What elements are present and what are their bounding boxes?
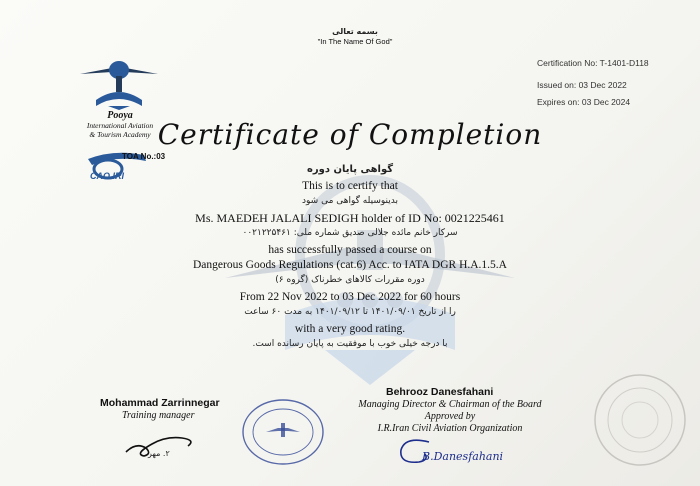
holder-fa: سرکار خانم مائده جلالی صدیق شماره ملی: ۰۰۲۱۲۲۵۴۶۱ [242, 228, 458, 238]
academy-line2: International Aviation [86, 121, 154, 130]
academy-stamp-icon [238, 396, 328, 468]
certification-number: Certification No: T-1401-D118 [537, 58, 649, 68]
right-signatory-name: Behrooz Danesfahani [386, 386, 494, 398]
title-fa: گواهی پایان دوره [306, 164, 394, 175]
right-signatory-role1: Managing Director & Chairman of the Board [358, 399, 542, 410]
right-signatory-role2: Approved by [424, 411, 476, 422]
holder-en: Ms. MAEDEH JALALI SEDIGH holder of ID No: 0021225461 [195, 211, 505, 225]
certify-fa: بدینوسیله گواهی می شود [302, 196, 398, 206]
rating-fa: با درجه خیلی خوب با موفقیت به پایان رسانده است. [252, 339, 448, 349]
passed-en: has successfully passed a course on [268, 244, 432, 256]
right-signatory-role3: I.R.Iran Civil Aviation Organization [377, 423, 523, 434]
academy-name: Pooya [107, 110, 133, 121]
left-signatory-name: Mohammad Zarrinnegar [100, 397, 220, 409]
certify-en: This is to certify that [302, 180, 398, 192]
bismillah-en: "In The Name Of God" [317, 37, 393, 46]
issued-on: Issued on: 03 Dec 2022 [537, 80, 627, 90]
academy-logo-icon [78, 48, 160, 110]
dates-en: From 22 Nov 2022 to 03 Dec 2022 for 60 hours [239, 291, 461, 303]
cao-label: CAO.IRI [90, 171, 125, 181]
left-signature-note: ۲. مهر [148, 449, 170, 458]
expires-on: Expires on: 03 Dec 2024 [537, 97, 631, 107]
academy-line3: & Tourism Academy [89, 130, 151, 139]
certificate-title: Certificate of Completion [157, 118, 543, 151]
course-en: Dangerous Goods Regulations (cat.6) Acc. to IATA DGR H.A.1.5.A [192, 259, 507, 271]
bismillah-fa: بسمه تعالی [332, 27, 378, 36]
course-fa: دوره مقررات کالاهای خطرناک (گروه ۶) [275, 275, 425, 285]
toa-number: TOA No.:03 [122, 152, 166, 161]
left-signatory-role: Training manager [122, 410, 195, 421]
faded-seal-icon [590, 370, 690, 470]
rating-en: with a very good rating. [294, 323, 406, 335]
dates-fa: را از تاریخ ۱۴۰۱/۰۹/۰۱ تا ۱۴۰۱/۰۹/۱۲ به مدت ۶۰ ساعت [244, 307, 456, 317]
right-signature: B.Danesfahani [422, 450, 504, 463]
